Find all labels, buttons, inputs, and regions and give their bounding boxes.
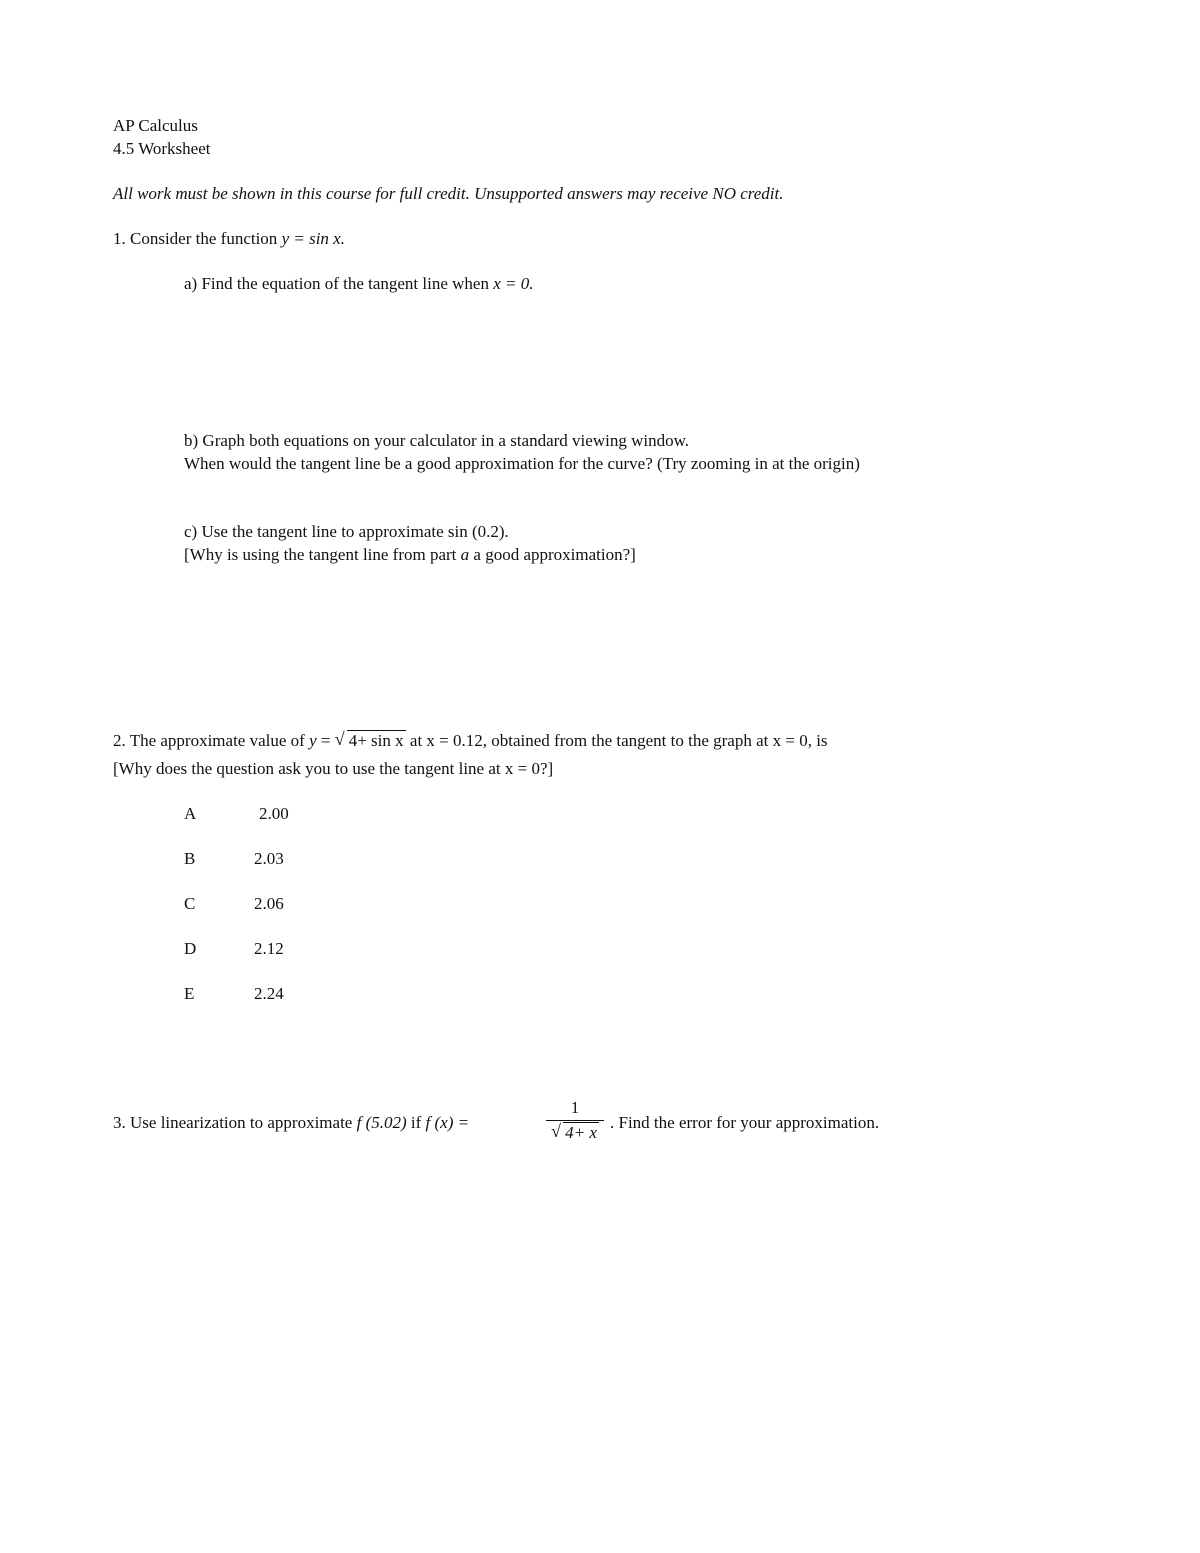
question-2-stem: 2. The approximate value of y = √ 4+ sin x at x = 0.12, obtained from the tangent to the graph at x = 0, is <box>113 729 828 750</box>
question-1c-line2: [Why is using the tangent line from part a a good approximation?] <box>184 545 636 564</box>
question-3-stem: 3. Use linearization to approximate f (5.02) if f (x) = <box>113 1113 470 1132</box>
question-2-why: [Why does the question ask you to use the tangent line at x = 0?] <box>113 759 554 778</box>
fraction <box>546 1098 604 1143</box>
question-1b-line1: b) Graph both equations on your calculator in a standard viewing window. <box>184 431 689 450</box>
course-title: AP Calculus <box>113 116 198 135</box>
choice-value: 2.24 <box>254 984 284 1003</box>
question-1c-line1: c) Use the tangent line to approximate sin (0.2). <box>184 522 509 541</box>
question-1a: a) Find the equation of the tangent line when x = 0. <box>184 274 534 293</box>
choice-letter: C <box>184 894 196 913</box>
question-3-suffix: . Find the error for your approximation. <box>610 1113 880 1132</box>
choice-letter: A <box>184 804 197 823</box>
choice-value: 2.00 <box>259 804 289 823</box>
choice-value: 2.12 <box>254 939 284 958</box>
choice-letter: D <box>184 939 197 958</box>
instructions: All work must be shown in this course for full credit. Unsupported answers may receive NO credit. <box>113 184 784 203</box>
choice-value: 2.03 <box>254 849 284 868</box>
question-1b-line2: When would the tangent line be a good approximation for the curve? (Try zooming in at the origin) <box>184 454 860 473</box>
worksheet-title: 4.5 Worksheet <box>113 139 211 158</box>
square-root-expression: √ 4+ sin x <box>334 729 404 750</box>
choice-value: 2.06 <box>254 894 284 913</box>
fraction-numerator: 1 <box>570 1098 580 1117</box>
fraction-denominator: √ 4+ x <box>551 1121 597 1142</box>
choice-letter: B <box>184 849 196 868</box>
choice-letter: E <box>184 984 195 1003</box>
question-1-stem: 1. Consider the function y = sin x. <box>113 229 345 248</box>
